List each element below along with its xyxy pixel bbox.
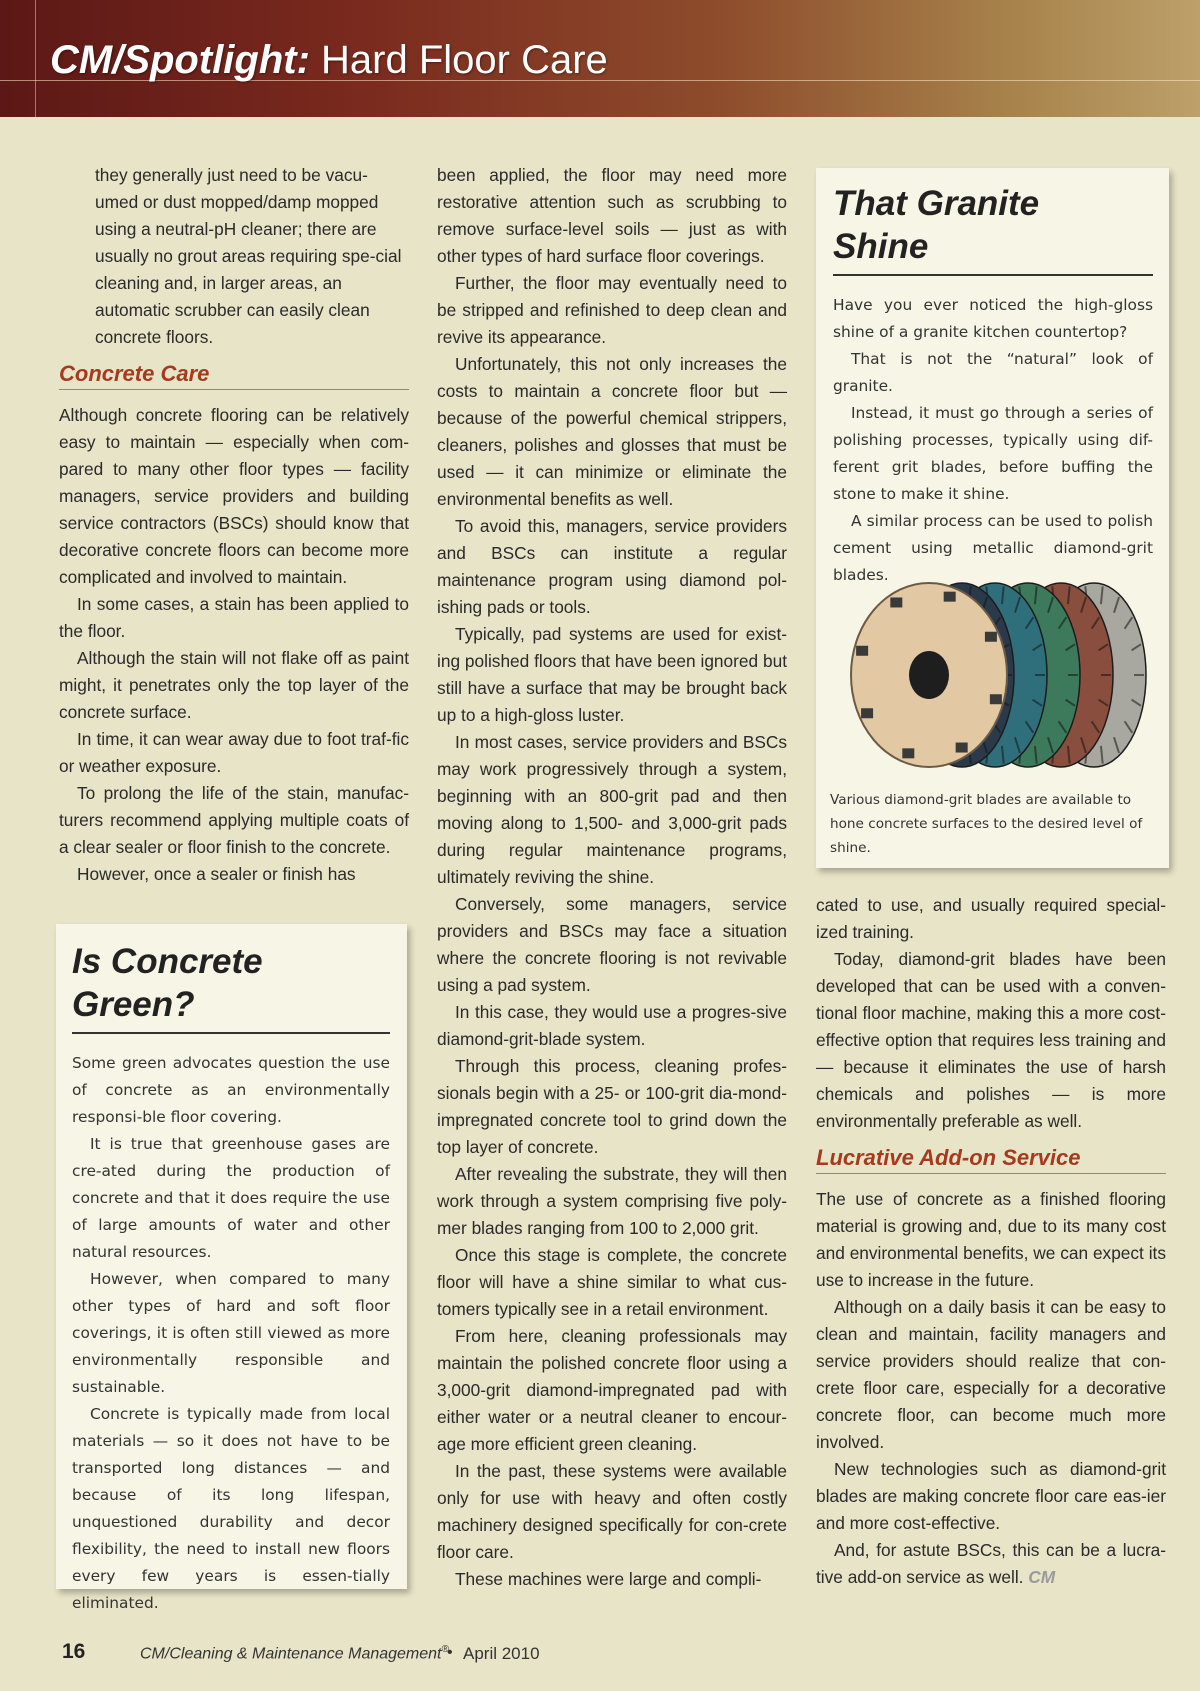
body-paragraph: In this case, they would use a progres-sive diamond-grit-blade system. <box>437 1002 787 1049</box>
header-rule-vertical <box>35 0 36 117</box>
body-paragraph: cated to use, and usually required special-ized training. <box>816 895 1166 942</box>
sidebar-title <box>72 940 263 1026</box>
column-2 <box>437 162 787 1593</box>
body-paragraph-last <box>816 1537 1166 1591</box>
page-number: 16 <box>62 1640 86 1663</box>
sidebar-paragraph: Concrete is typically made from local materials — so it does not have to be transported long distances — and because of its long lifespan, unquestioned durability and decor flexibility, the need to install new floors every few years is essen-tially eliminated. <box>72 1405 390 1612</box>
sidebar-paragraph: It is true that greenhouse gases are cre-ated during the production of concrete and that it does require the use of large amounts of water and other natural resources. <box>72 1135 390 1261</box>
sidebar-paragraph: Instead, it must go through a series of polishing processes, typically using dif-ferent grit blades, before buffing the stone to make it shine. <box>833 404 1153 503</box>
footer-bullet: • <box>447 1644 453 1661</box>
diamond-grit-blades-photo <box>829 573 1154 778</box>
sidebar-is-concrete-green <box>56 924 407 1612</box>
section-title-rest: Hard Floor Care <box>309 38 608 82</box>
body-paragraph: Through this process, cleaning profes-sionals begin with a 25- or 100-grit dia-mond-impregnated concrete tool to grind down the top layer of concrete. <box>437 1056 787 1157</box>
page-header-banner <box>0 0 1200 117</box>
body-paragraph: To prolong the life of the stain, manufac-turers recommend applying multiple coats of a clear sealer or floor finish to the concrete. <box>59 783 409 857</box>
blade-clip <box>861 708 873 718</box>
sidebar-title-line: Is Concrete <box>72 942 263 981</box>
body-paragraph: been applied, the floor may need more restorative attention such as scrubbing to remove surface-level soils — just as with other types of hard surface floor coverings. <box>437 165 787 266</box>
issue-date: April 2010 <box>463 1644 540 1663</box>
column-1 <box>59 162 409 888</box>
blade-clip <box>990 694 1002 704</box>
sidebar-title-line: That Granite <box>833 184 1040 223</box>
registered-mark: ® <box>441 1644 449 1655</box>
body-paragraph: New technologies such as diamond-grit blades are making concrete floor care eas-ier and more cost-effective. <box>816 1459 1166 1533</box>
subhead-concrete-care: Concrete Care <box>59 361 409 390</box>
body-paragraph: These machines were large and compli- <box>455 1569 762 1589</box>
body-paragraph: In some cases, a stain has been applied to the floor. <box>59 594 409 641</box>
sidebar-paragraph: Some green advocates question the use of concrete as an environmentally responsi-ble floor covering. <box>72 1054 390 1126</box>
body-paragraph: The use of concrete as a finished flooring material is growing and, due to its many cost and environmental benefits, we can expect its use to increase in the future. <box>816 1189 1166 1290</box>
body-paragraph: From here, cleaning professionals may maintain the polished concrete floor using a 3,000-grit diamond-impregnated pad with either water or a neutral cleaner to encour-age more efficient green cleaning. <box>437 1326 787 1454</box>
subhead-lucrative-add-on: Lucrative Add-on Service <box>816 1145 1166 1174</box>
body-paragraph: Today, diamond-grit blades have been developed that can be used with a conven-tional floor machine, making this a more cost-effective option that requires less training and — because it eliminates the use of harsh chemicals and polishes — is more environmentally preferable as well. <box>816 949 1166 1131</box>
blade-hub <box>909 651 949 699</box>
intro-paragraph: they generally just need to be vacu-umed or dust mopped/damp mopped using a neutral-pH cleaner; there are usually no grout areas requiring spe-cial cleaning and, in larger areas, an automatic scrubber can easily clean concrete floors. <box>95 165 402 347</box>
sidebar-paragraph: However, when compared to many other types of hard and soft floor coverings, it is often still viewed as more environmentally responsible and sustainable. <box>72 1270 390 1396</box>
body-paragraph: However, once a sealer or finish has <box>77 864 356 884</box>
body-paragraph: Although the stain will not flake off as paint might, it penetrates only the top layer of the concrete surface. <box>59 648 409 722</box>
sidebar-title-line: Shine <box>833 227 929 266</box>
body-paragraph: Unfortunately, this not only increases the costs to maintain a concrete floor but — because of the powerful chemical strippers, cleaners, polishes and glosses that must be used — it can minimize or eliminate the environmental benefits as well. <box>437 354 787 509</box>
body-paragraph: In most cases, service providers and BSCs may work progressively through a system, beginning with an 800-grit pad and then moving along to 1,500- and 3,000-grit pads during regular maintenance programs, ultimately reviving the shine. <box>437 732 787 887</box>
section-title-bold: CM/Spotlight: <box>50 38 310 82</box>
blade-clip <box>890 597 902 607</box>
body-paragraph: After revealing the substrate, they will then work through a system comprising five poly-mer blades ranging from 100 to 2,000 grit. <box>437 1164 787 1238</box>
body-paragraph: Once this stage is complete, the concrete floor will have a shine similar to what cus-tomers typically see in a retail environment. <box>437 1245 787 1319</box>
last-paragraph-text: And, for astute BSCs, this can be a lucra-tive add-on service as well. <box>816 1540 1166 1587</box>
sidebar-title-line: Green? <box>72 985 195 1024</box>
body-paragraph: To avoid this, managers, service providers and BSCs can institute a regular maintenance program using diamond pol-ishing pads or tools. <box>437 516 787 617</box>
body-paragraph: Although on a daily basis it can be easy to clean and maintain, facility managers and service providers should realize that con-crete floor care, especially for a decorative concrete floor, can become much more involved. <box>816 1297 1166 1452</box>
sidebar-title <box>833 182 1039 268</box>
blade-stack <box>851 583 1146 767</box>
publication-name-text: CM/Cleaning & Maintenance Management <box>140 1645 442 1663</box>
body-paragraph: Further, the floor may eventually need to be stripped and refinished to deep clean and revive its appearance. <box>437 273 787 347</box>
sidebar-body <box>833 292 1153 589</box>
photo-caption: Various diamond-grit blades are available to hone concrete surfaces to the desired level of shine. <box>830 792 1143 856</box>
sidebar-title-rule <box>833 274 1153 276</box>
body-paragraph: Typically, pad systems are used for exist-ing polished floors that have been ignored but still have a surface that may be brought back up to a high-gloss luster. <box>437 624 787 725</box>
end-mark: CM <box>1028 1567 1056 1587</box>
sidebar-that-granite-shine <box>816 168 1169 868</box>
body-paragraph: In the past, these systems were available only for use with heavy and often costly machinery designed specifically for con-crete floor care. <box>437 1461 787 1562</box>
sidebar-paragraph: Have you ever noticed the high-gloss shine of a granite kitchen countertop? <box>833 296 1153 341</box>
sidebar-paragraph: A similar process can be used to polish cement using metallic diamond-grit blades. <box>833 512 1153 584</box>
blade-clip <box>944 592 956 602</box>
sidebar-body <box>72 1050 390 1617</box>
sidebar-paragraph: That is not the “natural” look of granite. <box>833 350 1153 395</box>
publication-name <box>140 1644 449 1663</box>
column-3 <box>816 892 1166 1591</box>
section-title <box>50 38 608 83</box>
blade-clip <box>956 743 968 753</box>
blade-clip <box>902 748 914 758</box>
blade-clip <box>856 646 868 656</box>
body-paragraph: Although concrete flooring can be relatively easy to maintain — especially when com-pared to many other floor types — facility managers, service providers and building service contractors (BSCs) should know that decorative concrete floors can become more complicated and involved to maintain. <box>59 405 409 587</box>
body-paragraph: Conversely, some managers, service providers and BSCs may face a situation where the concrete flooring is not revivable using a pad system. <box>437 894 787 995</box>
body-paragraph: In time, it can wear away due to foot traf-fic or weather exposure. <box>59 729 409 776</box>
blade-clip <box>985 632 997 642</box>
sidebar-title-rule <box>72 1032 390 1034</box>
